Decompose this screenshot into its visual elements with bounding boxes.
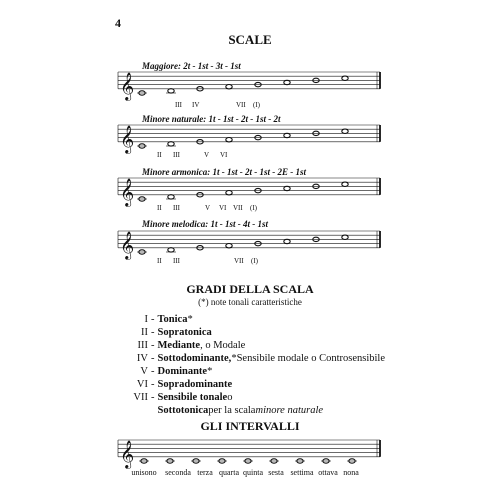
degree-label: V: [205, 204, 211, 212]
degree-row: I - Tonica *: [144, 314, 193, 325]
note-head: [284, 133, 290, 137]
interval-label: quarta: [219, 468, 239, 477]
degree-row: V - Dominante *: [140, 366, 213, 377]
degree-label: III: [175, 101, 182, 109]
interval-label: sesta: [268, 468, 284, 477]
note-head: [226, 138, 232, 142]
note-head: [342, 182, 348, 186]
note-head: [226, 85, 232, 89]
degree-label: VII: [234, 257, 244, 265]
note-head: [168, 142, 174, 146]
note-head: [284, 80, 290, 84]
degree-row-continued: Sottotonica per la scala minore naturale: [157, 405, 324, 416]
note-head: [342, 235, 348, 239]
interval-label: settima: [290, 468, 314, 477]
note-head: [284, 239, 290, 243]
degree-row: II - Sopratonica: [141, 327, 212, 338]
treble-clef-icon: 𝄞: [120, 71, 135, 100]
scale-label-major: Maggiore: 2t - 1st - 3t - 1st: [142, 61, 241, 71]
scale-label-natural-minor: Minore naturale: 1t - 1st - 2t - 1st - 2t: [142, 114, 281, 124]
interval-label: nona: [343, 468, 359, 477]
treble-clef-icon: 𝄞: [120, 230, 135, 259]
degree-label: II: [157, 257, 162, 265]
degree-label: II: [157, 204, 162, 212]
degree-label: VI: [220, 151, 228, 159]
degree-label: III: [173, 151, 180, 159]
note-head: [342, 129, 348, 133]
scale-title: SCALE: [228, 32, 272, 47]
degree-label: VI: [219, 204, 227, 212]
page-number: 4: [115, 16, 121, 30]
scale-degrees-list: [118, 313, 385, 417]
degree-label: V: [204, 151, 210, 159]
interval-labels: [0, 468, 500, 480]
degree-label: III: [173, 204, 180, 212]
degree-label: II: [157, 151, 162, 159]
treble-clef-icon: 𝄞: [120, 177, 135, 206]
treble-clef-icon: 𝄞: [120, 124, 135, 153]
scale-label-harmonic-minor: Minore armonica: 1t - 1st - 2t - 1st - 2E - 1st: [142, 167, 307, 177]
note-head: [284, 186, 290, 190]
treble-clef-icon: 𝄞: [120, 439, 135, 468]
interval-label: ottava: [318, 468, 338, 477]
note-head: [168, 195, 174, 199]
note-head: [226, 191, 232, 195]
degree-row: III - Mediante , o Modale: [137, 340, 246, 351]
degree-label: IV: [192, 101, 200, 109]
degree-label: (I): [253, 101, 260, 109]
note-head: [168, 89, 174, 93]
degree-label: III: [173, 257, 180, 265]
gradi-note: (*) note tonali caratteristiche: [198, 297, 302, 307]
note-head: [226, 244, 232, 248]
note-head: [342, 76, 348, 80]
degree-label: (I): [250, 204, 257, 212]
degree-row: VII - Sensibile tonale o: [133, 392, 233, 403]
interval-label: seconda: [165, 468, 191, 477]
scale-label-melodic-minor: Minore melodica: 1t - 1st - 4t - 1st: [142, 219, 268, 229]
interval-label: unisono: [131, 468, 157, 477]
interval-label: terza: [197, 468, 213, 477]
degree-label: VII: [233, 204, 243, 212]
degree-row: VI - Sopradominante: [136, 379, 233, 390]
note-head: [168, 248, 174, 252]
interval-label: quinta: [243, 468, 263, 477]
intervalli-title: GLI INTERVALLI: [200, 419, 300, 433]
degree-row: IV - Sottodominante, * Sensibile modale o Controsensibile: [136, 353, 386, 364]
degree-label: VII: [236, 101, 246, 109]
degree-label: (I): [251, 257, 258, 265]
gradi-title: GRADI DELLA SCALA: [186, 282, 314, 296]
